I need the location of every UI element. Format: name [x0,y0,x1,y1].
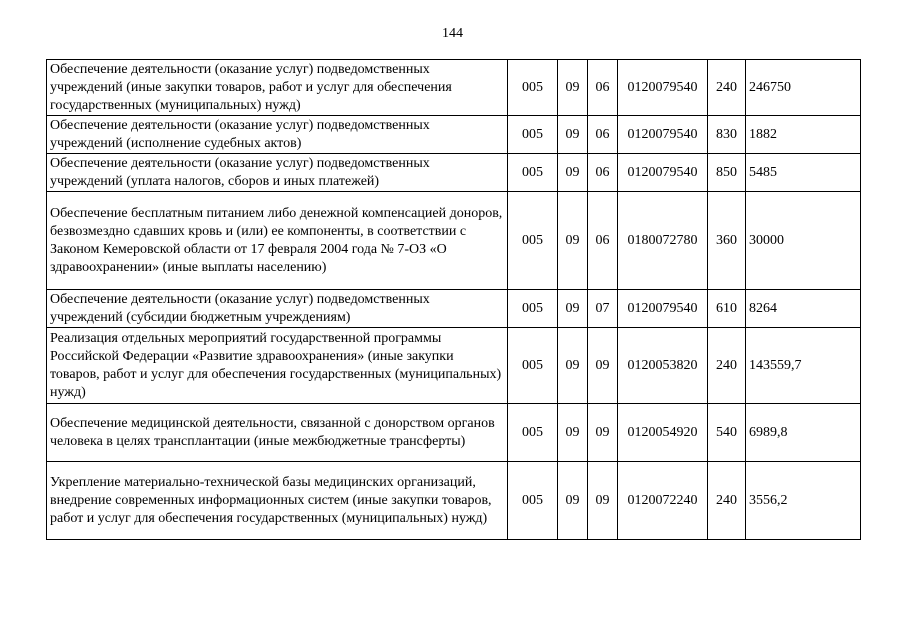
section-code: 09 [558,192,588,290]
target-article-code: 0120079540 [618,154,708,192]
expense-type-code: 610 [708,290,746,328]
ministry-code: 005 [508,462,558,540]
table-row [47,404,861,462]
page-number: 144 [442,26,463,41]
target-article-code: 0120079540 [618,290,708,328]
section-code: 09 [558,462,588,540]
subsection-code: 09 [588,462,618,540]
expense-type-code: 240 [708,462,746,540]
expense-type-code: 360 [708,192,746,290]
table-row [47,116,861,154]
amount-cell: 6989,8 [746,404,861,462]
expense-type-code: 830 [708,116,746,154]
subsection-code: 06 [588,192,618,290]
table-row [47,462,861,540]
subsection-code: 06 [588,60,618,116]
target-article-code: 0120054920 [618,404,708,462]
ministry-code: 005 [508,290,558,328]
amount-cell: 246750 [746,60,861,116]
subsection-code: 06 [588,154,618,192]
row-description: Обеспечение медицинской деятельности, связанной с донорством органов человека в целях трансплантации (иные межбюджетные трансферты) [47,404,508,462]
expense-type-code: 540 [708,404,746,462]
row-description: Обеспечение деятельности (оказание услуг) подведомственных учреждений (субсидии бюджетным учреждениям) [47,290,508,328]
ministry-code: 005 [508,154,558,192]
row-description: Укрепление материально-технической базы медицинских организаций, внедрение современных информационных систем (иные закупки товаров, работ и услуг для обеспечения государственных (муниципальных) нужд) [47,462,508,540]
subsection-code: 09 [588,328,618,404]
subsection-code: 09 [588,404,618,462]
expense-type-code: 240 [708,328,746,404]
budget-table [46,59,861,540]
ministry-code: 005 [508,192,558,290]
target-article-code: 0180072780 [618,192,708,290]
row-description: Реализация отдельных мероприятий государственной программы Российской Федерации «Развитие здравоохранения» (иные закупки товаров, работ и услуг для обеспечения государственных (муниципальных) нужд) [47,328,508,404]
ministry-code: 005 [508,60,558,116]
row-description: Обеспечение деятельности (оказание услуг) подведомственных учреждений (иные закупки товаров, работ и услуг для обеспечения государственных (муниципальных) нужд) [47,60,508,116]
section-code: 09 [558,290,588,328]
table-row [47,328,861,404]
row-description: Обеспечение деятельности (оказание услуг) подведомственных учреждений (уплата налогов, сборов и иных платежей) [47,154,508,192]
amount-cell: 8264 [746,290,861,328]
amount-cell: 1882 [746,116,861,154]
section-code: 09 [558,404,588,462]
table-row [47,192,861,290]
expense-type-code: 850 [708,154,746,192]
table-row [47,154,861,192]
row-description: Обеспечение бесплатным питанием либо денежной компенсацией доноров, безвозмездно сдавших кровь и (или) ее компоненты, в соответствии с Законом Кемеровской области от 17 февраля 2004 года № 7-ОЗ «О здравоохранении» (иные выплаты населению) [47,192,508,290]
amount-cell: 5485 [746,154,861,192]
target-article-code: 0120079540 [618,60,708,116]
section-code: 09 [558,328,588,404]
subsection-code: 06 [588,116,618,154]
section-code: 09 [558,116,588,154]
expense-type-code: 240 [708,60,746,116]
amount-cell: 143559,7 [746,328,861,404]
section-code: 09 [558,154,588,192]
row-description: Обеспечение деятельности (оказание услуг) подведомственных учреждений (исполнение судебных актов) [47,116,508,154]
section-code: 09 [558,60,588,116]
target-article-code: 0120053820 [618,328,708,404]
amount-cell: 3556,2 [746,462,861,540]
table-row [47,290,861,328]
subsection-code: 07 [588,290,618,328]
table-row [47,60,861,116]
ministry-code: 005 [508,116,558,154]
ministry-code: 005 [508,328,558,404]
amount-cell: 30000 [746,192,861,290]
ministry-code: 005 [508,404,558,462]
target-article-code: 0120079540 [618,116,708,154]
target-article-code: 0120072240 [618,462,708,540]
